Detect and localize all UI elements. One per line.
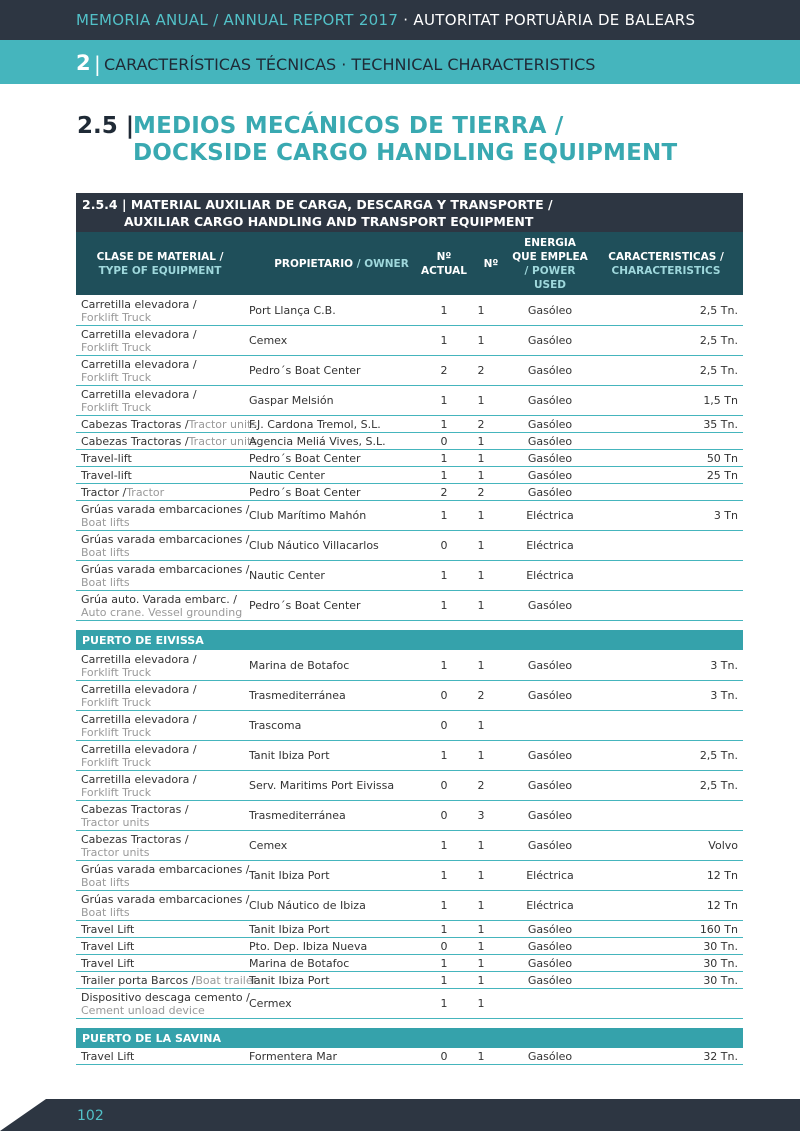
cell-actual: 1: [440, 659, 448, 672]
section-title: CARACTERÍSTICAS TÉCNICAS · TECHNICAL CHARACTERISTICS: [104, 55, 596, 74]
cell-equipment: [81, 771, 249, 800]
table-row: [76, 296, 743, 326]
cell-actual: 1: [440, 417, 448, 431]
cell-actual: 1: [440, 599, 448, 612]
cell-actual: 0: [440, 779, 448, 792]
cell-owner: Club Marítimo Mahón: [249, 509, 367, 522]
cell-equipment: [81, 531, 249, 560]
equipment-type-en: Forklift Truck: [81, 755, 152, 769]
table-row: [76, 938, 743, 955]
equipment-type-en: Tractor: [126, 485, 165, 499]
cell-energy: Gasóleo: [527, 468, 573, 482]
cell-owner: Marina de Botafoc: [249, 659, 350, 672]
equipment-type-es: Carretilla elevadora /: [81, 327, 197, 341]
cell-owner: Serv. Maritims Port Eivissa: [249, 779, 395, 792]
cell-equipment: [81, 801, 249, 830]
equipment-type-es: Dispositivo descaga cemento /: [81, 990, 250, 1004]
column-header-actual-l1: Nº: [436, 251, 452, 263]
column-header-characteristics: [596, 250, 736, 278]
cell-equipment: [81, 561, 249, 590]
table-row: [76, 989, 743, 1019]
equipment-type-en: Tractor units: [81, 815, 150, 829]
cell-energy: Gasóleo: [527, 417, 573, 431]
cell-number: 2: [477, 485, 485, 499]
cell-number: 1: [477, 434, 485, 448]
cell-equipment: [81, 681, 249, 710]
cell-actual: 0: [440, 719, 448, 732]
cell-energy: Gasóleo: [527, 334, 573, 347]
cell-characteristics: 2,5 Tn.: [699, 364, 738, 377]
cell-characteristics: 2,5 Tn.: [699, 334, 738, 347]
top-header-bar: [0, 0, 800, 40]
cell-owner: Trasmediterránea: [249, 689, 346, 702]
equipment-type-en: Tractor units: [188, 434, 258, 448]
column-header-owner-es: PROPIETARIO: [274, 258, 354, 270]
cell-characteristics: [596, 561, 738, 590]
cell-energy: Gasóleo: [527, 839, 573, 852]
cell-energy: Gasóleo: [527, 434, 573, 448]
heading-title-es: MEDIOS MECÁNICOS DE TIERRA /: [133, 113, 564, 139]
cell-owner: Trasmediterránea: [249, 809, 346, 822]
port-header-savina: [76, 1028, 743, 1048]
cell-number: 1: [477, 334, 485, 347]
equipment-type-es: Grúas varada embarcaciones /: [81, 502, 250, 516]
equipment-type-en: Cement unload device: [81, 1003, 205, 1017]
equipment-type-es: Tractor /: [81, 485, 127, 499]
table-row: [76, 771, 743, 801]
cell-number: 1: [477, 468, 485, 482]
header-authority: AUTORITAT PORTUÀRIA DE BALEARS: [413, 11, 696, 29]
cell-characteristics: 35 Tn.: [703, 417, 738, 431]
cell-equipment: [81, 955, 249, 971]
cell-actual: 1: [440, 451, 448, 465]
equipment-type-en: Forklift Truck: [81, 310, 152, 324]
section-bar: [0, 40, 800, 84]
cell-owner: Pto. Dep. Ibiza Nueva: [249, 939, 368, 953]
cell-number: 3: [477, 809, 485, 822]
column-header-owner-en: / OWNER: [353, 258, 409, 270]
column-header-actual-l2: ACTUAL: [420, 265, 467, 277]
cell-equipment: [81, 484, 249, 500]
cell-actual: 1: [440, 997, 448, 1010]
cell-owner: Port Llança C.B.: [249, 304, 336, 317]
cell-equipment: [81, 356, 249, 385]
table-row: [76, 741, 743, 771]
cell-actual: 1: [440, 869, 448, 882]
equipment-type-es: Carretilla elevadora /: [81, 297, 197, 311]
cell-energy: Gasóleo: [527, 485, 573, 499]
cell-actual: 1: [440, 749, 448, 762]
equipment-type-es: Grúa auto. Varada embarc. /: [81, 592, 237, 606]
cell-owner: Formentera Mar: [249, 1049, 338, 1063]
cell-equipment: [81, 651, 249, 680]
cell-equipment: [81, 326, 249, 355]
report-header-text: [76, 11, 695, 29]
cell-number: 1: [477, 719, 485, 732]
cell-owner: Cermex: [249, 997, 292, 1010]
equipment-type-es: Carretilla elevadora /: [81, 357, 197, 371]
table-header: [76, 232, 743, 295]
port-header-eivissa: [76, 630, 743, 650]
cell-actual: 1: [440, 468, 448, 482]
equipment-type-es: Carretilla elevadora /: [81, 652, 197, 666]
cell-number: 2: [477, 689, 485, 702]
cell-actual: 0: [440, 1049, 448, 1063]
column-header-char-es: CARACTERISTICAS /: [608, 251, 724, 263]
cell-owner: Tanit Ibiza Port: [249, 973, 330, 987]
cell-characteristics: [596, 591, 738, 620]
port-header-savina-label: PUERTO DE LA SAVINA: [82, 1032, 222, 1045]
equipment-type-es: Travel Lift: [81, 922, 135, 936]
table-row: [76, 711, 743, 741]
cell-characteristics: 30 Tn.: [703, 939, 738, 953]
cell-number: 1: [477, 659, 485, 672]
cell-equipment: [81, 831, 249, 860]
cell-actual: 1: [440, 899, 448, 912]
cell-owner: Pedro´s Boat Center: [249, 451, 361, 465]
cell-equipment: [81, 921, 249, 937]
table-row: [76, 921, 743, 938]
cell-characteristics: 3 Tn: [713, 509, 738, 522]
cell-equipment: [81, 433, 258, 449]
cell-characteristics: 50 Tn: [706, 451, 738, 465]
cell-energy: Eléctrica: [526, 569, 574, 582]
cell-owner: Nautic Center: [249, 468, 325, 482]
cell-characteristics: 32 Tn.: [703, 1049, 738, 1063]
section-number: 2: [76, 51, 91, 75]
cell-energy: Gasóleo: [527, 364, 573, 377]
column-header-char-en: CHARACTERISTICS: [611, 265, 721, 277]
cell-characteristics: 12 Tn: [706, 869, 738, 882]
equipment-type-es: Grúas varada embarcaciones /: [81, 892, 250, 906]
header-memoria: MEMORIA ANUAL: [76, 11, 209, 29]
cell-number: 1: [477, 939, 485, 953]
equipment-type-es: Grúas varada embarcaciones /: [81, 862, 250, 876]
cell-equipment: [81, 861, 249, 890]
cell-energy: Eléctrica: [526, 899, 574, 912]
cell-energy: Gasóleo: [527, 779, 573, 792]
equipment-type-es: Grúas varada embarcaciones /: [81, 562, 250, 576]
cell-owner: Gaspar Melsión: [249, 394, 334, 407]
heading-number: 2.5 |: [77, 113, 135, 139]
table-row: [76, 651, 743, 681]
table-row: [76, 591, 743, 621]
cell-actual: 2: [440, 485, 448, 499]
table-row: [76, 433, 743, 450]
column-header-equipment: [76, 250, 244, 278]
equipment-type-es: Carretilla elevadora /: [81, 682, 197, 696]
cell-equipment: [81, 450, 249, 466]
cell-characteristics: 3 Tn.: [710, 689, 738, 702]
table-row: [76, 326, 743, 356]
cell-owner: Tanit Ibiza Port: [249, 922, 330, 936]
equipment-type-es: Trailer porta Barcos /: [81, 973, 196, 987]
table-row: [76, 891, 743, 921]
cell-actual: 1: [440, 973, 448, 987]
cell-actual: 0: [440, 689, 448, 702]
cell-owner: Pedro´s Boat Center: [249, 485, 361, 499]
cell-number: 2: [477, 417, 485, 431]
table-row: [76, 972, 743, 989]
cell-energy: Gasóleo: [527, 394, 573, 407]
cell-equipment: [81, 501, 249, 530]
cell-characteristics: 160 Tn: [699, 922, 738, 936]
cell-actual: 1: [440, 304, 448, 317]
footer-stripe: [0, 1099, 46, 1131]
cell-characteristics: [596, 433, 738, 449]
table-row: [76, 467, 743, 484]
section-separator: |: [94, 52, 101, 76]
cell-number: 1: [477, 509, 485, 522]
cell-owner: F.J. Cardona Tremol, S.L.: [249, 417, 381, 431]
cell-number: 2: [477, 779, 485, 792]
equipment-type-es: Carretilla elevadora /: [81, 772, 197, 786]
equipment-type-en: Boat lifts: [81, 905, 130, 919]
table-title-line2: AUXILIAR CARGO HANDLING AND TRANSPORT EQUIPMENT: [124, 214, 534, 229]
column-header-owner: [254, 257, 429, 271]
cell-energy: Gasóleo: [527, 809, 573, 822]
cell-characteristics: 1,5 Tn: [703, 394, 738, 407]
equipment-type-en: Forklift Truck: [81, 785, 152, 799]
cell-energy: Gasóleo: [527, 956, 573, 970]
cell-number: 1: [477, 569, 485, 582]
page-number: 102: [77, 1108, 104, 1124]
table-title-line1: 2.5.4 | MATERIAL AUXILIAR DE CARGA, DESCARGA Y TRANSPORTE /: [82, 197, 553, 212]
cell-number: 1: [477, 539, 485, 552]
cell-owner: Cemex: [249, 839, 288, 852]
cell-energy: Eléctrica: [526, 869, 574, 882]
cell-number: 1: [477, 394, 485, 407]
cell-characteristics: 12 Tn: [706, 899, 738, 912]
header-dot: ·: [398, 11, 414, 29]
equipment-type-es: Carretilla elevadora /: [81, 712, 197, 726]
cell-number: 1: [477, 922, 485, 936]
column-header-energy: [506, 236, 594, 292]
table-row: [76, 861, 743, 891]
cell-characteristics: [596, 711, 738, 740]
cell-energy: Gasóleo: [527, 659, 573, 672]
equipment-type-en: Forklift Truck: [81, 340, 152, 354]
equipment-type-en: Boat lifts: [81, 545, 130, 559]
equipment-type-es: Grúas varada embarcaciones /: [81, 532, 250, 546]
column-header-equipment-en: TYPE OF EQUIPMENT: [98, 265, 222, 277]
cell-equipment: [81, 711, 249, 740]
cell-equipment: [81, 416, 258, 432]
cell-number: 1: [477, 599, 485, 612]
table-title: [76, 193, 743, 232]
cell-owner: Nautic Center: [249, 569, 325, 582]
cell-energy: Gasóleo: [527, 922, 573, 936]
cell-actual: 1: [440, 956, 448, 970]
table-row: [76, 501, 743, 531]
equipment-type-es: Cabezas Tractoras /: [81, 417, 189, 431]
cell-actual: 0: [440, 434, 448, 448]
port-header-eivissa-label: PUERTO DE EIVISSA: [82, 634, 204, 647]
cell-number: 1: [477, 451, 485, 465]
cell-energy: Eléctrica: [526, 509, 574, 522]
column-header-actual: [419, 250, 469, 278]
equipment-type-es: Cabezas Tractoras /: [81, 832, 189, 846]
cell-number: 1: [477, 956, 485, 970]
column-header-number: Nº: [483, 258, 499, 270]
equipment-type-en: Tractor units: [81, 845, 150, 859]
cell-energy: Gasóleo: [527, 599, 573, 612]
cell-equipment: [81, 467, 249, 483]
equipment-type-en: Boat trailer: [195, 973, 258, 987]
cell-characteristics: Volvo: [708, 839, 738, 852]
equipment-type-es: Travel Lift: [81, 939, 135, 953]
equipment-type-es: Travel Lift: [81, 956, 135, 970]
table-row: [76, 416, 743, 433]
table-row: [76, 831, 743, 861]
header-annual-report: ANNUAL REPORT 2017: [223, 11, 399, 29]
cell-energy: Gasóleo: [527, 451, 573, 465]
equipment-type-en: Forklift Truck: [81, 665, 152, 679]
cell-energy: [506, 989, 594, 1018]
table-row: [76, 1048, 743, 1065]
heading-title-en: DOCKSIDE CARGO HANDLING EQUIPMENT: [133, 140, 678, 166]
cell-characteristics: [596, 531, 738, 560]
cell-actual: 1: [440, 922, 448, 936]
cell-characteristics: [596, 484, 738, 500]
cell-actual: 0: [440, 539, 448, 552]
cell-characteristics: 2,5 Tn.: [699, 779, 738, 792]
cell-actual: 1: [440, 394, 448, 407]
cell-energy: Gasóleo: [527, 973, 573, 987]
cell-owner: Tanit Ibiza Port: [249, 749, 330, 762]
table-row: [76, 801, 743, 831]
column-header-energy-l3: / POWER: [524, 265, 576, 277]
cell-equipment: [81, 1048, 249, 1064]
cell-characteristics: 2,5 Tn.: [699, 749, 738, 762]
equipment-type-es: Cabezas Tractoras /: [81, 802, 189, 816]
cell-characteristics: 30 Tn.: [703, 973, 738, 987]
cell-number: 1: [477, 899, 485, 912]
equipment-type-en: Auto crane. Vessel grounding: [81, 605, 243, 619]
cell-owner: Club Náutico de Ibiza: [249, 899, 366, 912]
cell-number: 1: [477, 973, 485, 987]
cell-equipment: [81, 989, 249, 1018]
cell-actual: 0: [440, 939, 448, 953]
equipment-type-es: Cabezas Tractoras /: [81, 434, 189, 448]
cell-characteristics: [596, 989, 738, 1018]
cell-equipment: [81, 972, 258, 988]
cell-energy: Gasóleo: [527, 304, 573, 317]
cell-characteristics: [596, 801, 738, 830]
column-header-energy-l1: ENERGIA: [524, 237, 576, 249]
cell-owner: Pedro´s Boat Center: [249, 364, 361, 377]
table-row: [76, 356, 743, 386]
table-row: [76, 531, 743, 561]
cell-number: 1: [477, 839, 485, 852]
equipment-type-es: Travel-lift: [81, 468, 132, 482]
cell-energy: Gasóleo: [527, 689, 573, 702]
cell-characteristics: 2,5 Tn.: [699, 304, 738, 317]
cell-number: 1: [477, 869, 485, 882]
column-header-equipment-es: CLASE DE MATERIAL /: [96, 251, 224, 263]
cell-owner: Cemex: [249, 334, 288, 347]
cell-equipment: [81, 591, 249, 620]
table-row: [76, 955, 743, 972]
column-header-energy-l4: USED: [534, 279, 566, 291]
table-row: [76, 386, 743, 416]
table-row: [76, 450, 743, 467]
cell-number: 1: [477, 749, 485, 762]
cell-equipment: [81, 938, 249, 954]
cell-actual: 1: [440, 569, 448, 582]
cell-owner: Trascoma: [249, 719, 302, 732]
cell-equipment: [81, 296, 249, 325]
cell-actual: 1: [440, 839, 448, 852]
cell-energy: Gasóleo: [527, 1049, 573, 1063]
cell-equipment: [81, 741, 249, 770]
cell-energy: Eléctrica: [526, 539, 574, 552]
equipment-type-en: Tractor units: [188, 417, 258, 431]
table-row: [76, 484, 743, 501]
equipment-type-es: Travel-lift: [81, 451, 132, 465]
cell-number: 2: [477, 364, 485, 377]
cell-equipment: [81, 891, 249, 920]
equipment-type-en: Boat lifts: [81, 515, 130, 529]
equipment-type-en: Forklift Truck: [81, 370, 152, 384]
cell-actual: 2: [440, 364, 448, 377]
cell-owner: Tanit Ibiza Port: [249, 869, 330, 882]
equipment-type-en: Boat lifts: [81, 875, 130, 889]
equipment-type-es: Carretilla elevadora /: [81, 387, 197, 401]
cell-owner: Marina de Botafoc: [249, 956, 350, 970]
cell-energy: Gasóleo: [527, 749, 573, 762]
page-footer: [0, 1099, 800, 1131]
cell-equipment: [81, 386, 249, 415]
table-row: [76, 681, 743, 711]
cell-owner: Agencia Meliá Vives, S.L.: [249, 434, 386, 448]
cell-owner: Pedro´s Boat Center: [249, 599, 361, 612]
equipment-type-es: Carretilla elevadora /: [81, 742, 197, 756]
equipment-type-en: Forklift Truck: [81, 695, 152, 709]
equipment-type-en: Boat lifts: [81, 575, 130, 589]
cell-characteristics: 30 Tn.: [703, 956, 738, 970]
equipment-type-es: Travel Lift: [81, 1049, 135, 1063]
cell-owner: Club Náutico Villacarlos: [249, 539, 379, 552]
cell-number: 1: [477, 997, 485, 1010]
cell-actual: 1: [440, 509, 448, 522]
cell-energy: [506, 711, 594, 740]
cell-number: 1: [477, 304, 485, 317]
cell-number: 1: [477, 1049, 485, 1063]
cell-actual: 1: [440, 334, 448, 347]
cell-actual: 0: [440, 809, 448, 822]
table-row: [76, 561, 743, 591]
cell-characteristics: 3 Tn.: [710, 659, 738, 672]
header-slash: /: [208, 11, 224, 29]
cell-characteristics: 25 Tn: [706, 468, 738, 482]
cell-energy: Gasóleo: [527, 939, 573, 953]
equipment-type-en: Forklift Truck: [81, 400, 152, 414]
column-header-energy-l2: QUE EMPLEA: [512, 251, 588, 263]
equipment-type-en: Forklift Truck: [81, 725, 152, 739]
